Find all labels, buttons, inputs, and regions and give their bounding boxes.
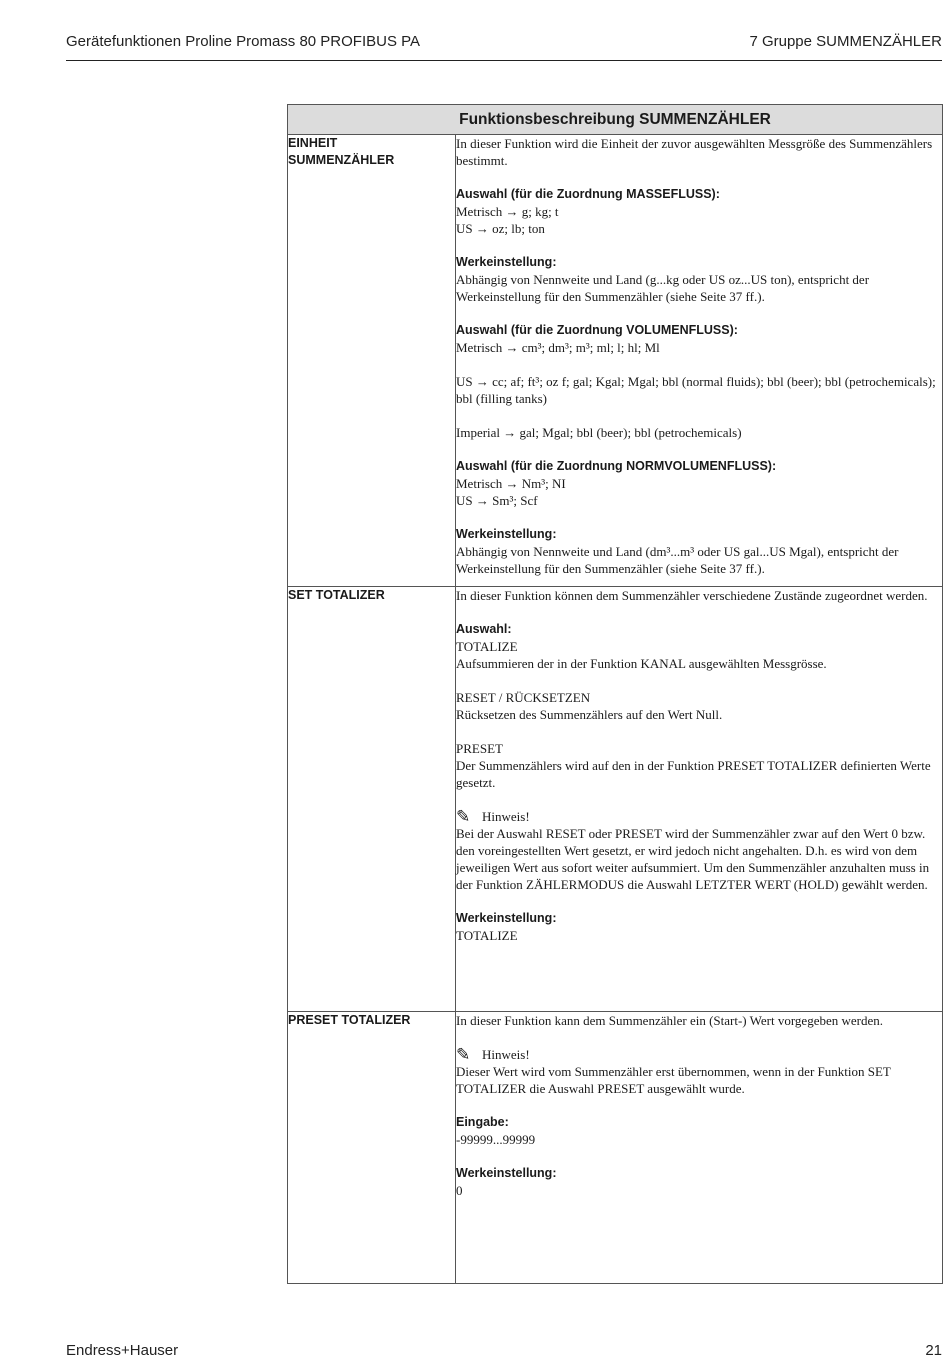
selection-normvolume — [456, 458, 942, 509]
selection-mass — [456, 186, 942, 237]
selection-title: Auswahl: — [456, 622, 512, 636]
input-value: -99999...99999 — [456, 1132, 536, 1147]
option-text: Metrisch → Nm³; NI — [456, 476, 566, 491]
note-title: Hinweis! — [482, 1047, 530, 1062]
function-description — [456, 135, 943, 587]
option-name: TOTALIZE — [456, 639, 518, 654]
intro-text: In dieser Funktion können dem Summenzähler verschiedene Zustände zugeordnet werden. — [456, 588, 928, 603]
brand-name: Endress+Hauser — [66, 1342, 179, 1359]
page-number: 21 — [925, 1342, 942, 1359]
selection-title: Auswahl (für die Zuordnung MASSEFLUSS): — [456, 187, 720, 201]
factory-setting — [456, 910, 942, 944]
note-text: Bei der Auswahl RESET oder PRESET wird der Summenzähler zwar auf den Wert 0 bzw. den voreingestellten Wert gesetzt, er wird jedoch nicht angehalten. D.h. es wird von dem jeweiligen Wert aus sofort weiter aufsummiert. Um den Summenzähler anzuhalten muss in der Funktion ZÄHLERMODUS die Auswahl LETZTER WERT (HOLD) gewählt werden. — [456, 826, 930, 892]
function-name: PRESET TOTALIZER — [288, 1012, 456, 1284]
header-title: Gerätefunktionen Proline Promass 80 PROFIBUS PA — [66, 33, 421, 50]
option-name: PRESET — [456, 741, 503, 756]
intro-text: In dieser Funktion kann dem Summenzähler ein (Start-) Wert vorgegeben werden. — [456, 1013, 883, 1028]
function-name: SET TOTALIZER — [288, 587, 456, 1012]
option — [456, 740, 942, 791]
option-text: US → Sm³; Scf — [456, 493, 538, 508]
factory-value: TOTALIZE — [456, 928, 518, 943]
selection-title: Auswahl (für die Zuordnung VOLUMENFLUSS): — [456, 323, 738, 337]
option-text: Aufsummieren der in der Funktion KANAL ausgewählten Messgrösse. — [456, 656, 827, 671]
function-table — [287, 104, 943, 1284]
factory-setting — [456, 1165, 942, 1199]
note — [456, 808, 942, 893]
page-footer — [66, 1342, 942, 1364]
option-text: Imperial → gal; Mgal; bbl (beer); bbl (petrochemicals) — [456, 425, 742, 440]
factory-setting — [456, 526, 942, 577]
note-text: Dieser Wert wird vom Summenzähler erst übernommen, wenn in der Funktion SET TOTALIZER die Auswahl PRESET ausgewählt wurde. — [456, 1064, 891, 1096]
table-row — [288, 587, 943, 1012]
factory-title: Werkeinstellung: — [456, 911, 557, 925]
factory-title: Werkeinstellung: — [456, 527, 557, 541]
function-description — [456, 587, 943, 1012]
pencil-icon: ✎ — [456, 1045, 471, 1064]
input-title: Eingabe: — [456, 1115, 509, 1129]
factory-setting — [456, 254, 942, 305]
function-name-line: SUMMENZÄHLER — [288, 153, 395, 167]
pencil-icon: ✎ — [456, 807, 471, 826]
option-text: Der Summenzählers wird auf den in der Funktion PRESET TOTALIZER definierten Werte gesetzt. — [456, 758, 931, 790]
header-section: 7 Gruppe SUMMENZÄHLER — [749, 33, 942, 50]
note-title: Hinweis! — [482, 809, 530, 824]
table-row — [288, 135, 943, 587]
factory-value: 0 — [456, 1183, 463, 1198]
page-header — [66, 32, 942, 61]
note — [456, 1046, 942, 1097]
function-name — [288, 135, 456, 587]
option-text: US → cc; af; ft³; oz f; gal; Kgal; Mgal; bbl (normal fluids); bbl (beer); bbl (petrochemicals); bbl (filling tanks) — [456, 374, 936, 406]
option-text: Metrisch → cm³; dm³; m³; ml; l; hl; Ml — [456, 340, 660, 355]
function-name-line: EINHEIT — [288, 136, 338, 150]
factory-text: Abhängig von Nennweite und Land (g...kg oder US oz...US ton), entspricht der Werkeinstellung für den Summenzähler (siehe Seite 37 ff.). — [456, 272, 870, 304]
option-text: Metrisch → g; kg; t — [456, 204, 559, 219]
option-name: RESET / RÜCKSETZEN — [456, 690, 591, 705]
option-text: Rücksetzen des Summenzählers auf den Wert Null. — [456, 707, 723, 722]
option — [456, 689, 942, 723]
input-range — [456, 1114, 942, 1148]
selection-volume — [456, 322, 942, 356]
table-title: Funktionsbeschreibung SUMMENZÄHLER — [288, 105, 943, 135]
factory-text: Abhängig von Nennweite und Land (dm³...m³ oder US gal...US Mgal), entspricht der Werkeinstellung für den Summenzähler (siehe Seite 37 ff.). — [456, 544, 899, 576]
intro-text: In dieser Funktion wird die Einheit der zuvor ausgewählten Messgröße des Summenzählers bestimmt. — [456, 136, 933, 168]
selection — [456, 621, 942, 672]
selection-title: Auswahl (für die Zuordnung NORMVOLUMENFLUSS): — [456, 459, 777, 473]
factory-title: Werkeinstellung: — [456, 1166, 557, 1180]
factory-title: Werkeinstellung: — [456, 255, 557, 269]
option-text: US → oz; lb; ton — [456, 221, 545, 236]
table-row — [288, 1012, 943, 1284]
function-description — [456, 1012, 943, 1284]
